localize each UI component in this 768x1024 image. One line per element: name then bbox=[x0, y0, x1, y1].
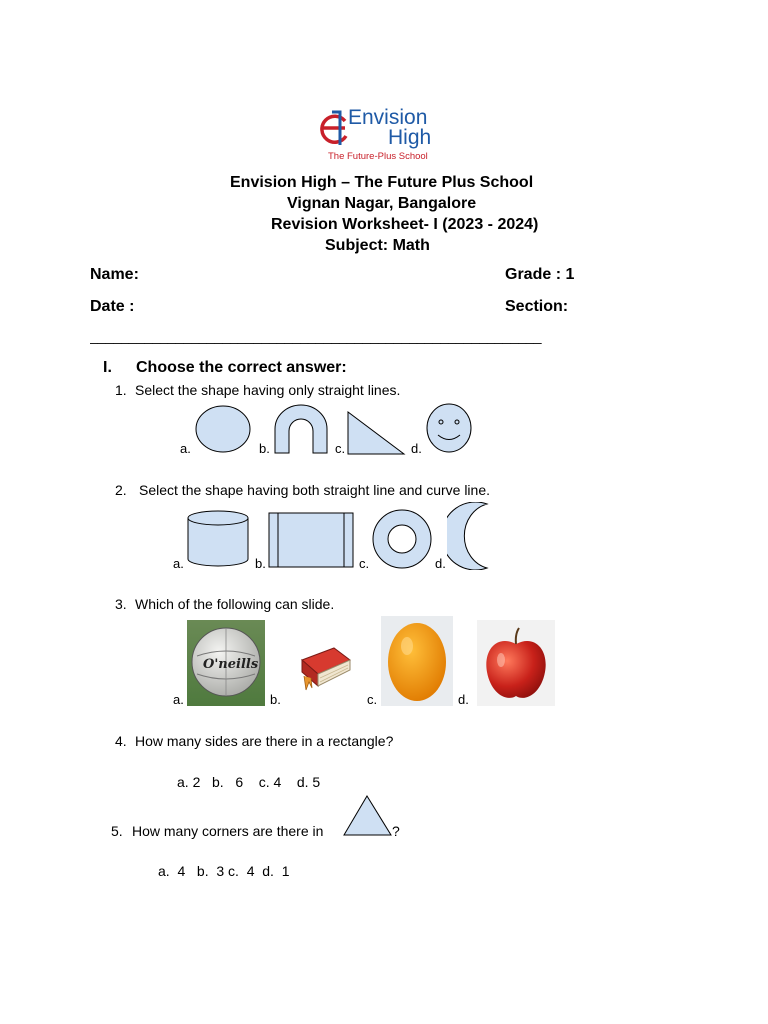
question-3-number: 3. bbox=[115, 596, 127, 612]
q3-option-c-label: c. bbox=[367, 692, 378, 707]
orange-image bbox=[381, 616, 453, 706]
section-field-label: Section: bbox=[505, 298, 569, 315]
q2-option-a-label: a. bbox=[173, 556, 184, 571]
football-image bbox=[187, 620, 265, 706]
apple-image bbox=[477, 620, 555, 706]
question-5-answers: a. 4 b. 3 c. 4 d. 1 bbox=[158, 863, 290, 879]
question-2-text: Select the shape having both straight line and curve line. bbox=[139, 482, 491, 498]
name-field-label: Name: bbox=[90, 266, 139, 283]
grade-field-label: Grade : 1 bbox=[505, 266, 575, 283]
q1-option-c-label: c. bbox=[335, 441, 346, 456]
q1-option-d-label: d. bbox=[411, 441, 422, 456]
question-5-suffix: ? bbox=[392, 823, 400, 839]
logo-word-envision: Envision bbox=[348, 106, 428, 129]
ball-brand-text: O'neills bbox=[203, 657, 259, 672]
q2-option-d-label: d. bbox=[435, 556, 446, 571]
triangle-shape-icon bbox=[343, 794, 393, 838]
question-2-number: 2. bbox=[115, 482, 127, 498]
subject-title: Subject: Math bbox=[325, 237, 430, 254]
q3-option-a-label: a. bbox=[173, 692, 184, 707]
question-5-number: 5. bbox=[111, 823, 123, 839]
section-title: Choose the correct answer: bbox=[136, 359, 347, 376]
book-image bbox=[294, 646, 352, 692]
question-4-text: How many sides are there in a rectangle? bbox=[135, 733, 394, 749]
question-3-text: Which of the following can slide. bbox=[135, 596, 335, 612]
crescent-shape-icon bbox=[447, 502, 491, 570]
question-1-number: 1. bbox=[115, 382, 127, 398]
cylinder-shape-icon bbox=[186, 509, 250, 569]
smiley-face-icon bbox=[425, 402, 473, 454]
school-name: Envision High – The Future Plus School bbox=[230, 174, 534, 191]
q3-option-b-label: b. bbox=[270, 692, 281, 707]
q2-option-c-label: c. bbox=[359, 556, 370, 571]
question-4-number: 4. bbox=[115, 733, 127, 749]
worksheet-title: Revision Worksheet- I (2023 - 2024) bbox=[271, 216, 539, 233]
school-location: Vignan Nagar, Bangalore bbox=[287, 195, 477, 212]
triangle-shape-icon bbox=[346, 410, 406, 456]
section-numeral: I. bbox=[103, 359, 112, 376]
divider-line: __________________________________________________________ bbox=[90, 328, 542, 344]
q1-option-b-label: b. bbox=[259, 441, 270, 456]
date-field-label: Date : bbox=[90, 298, 135, 315]
q2-option-b-label: b. bbox=[255, 556, 266, 571]
arch-shape-icon bbox=[273, 403, 329, 455]
school-logo bbox=[318, 107, 448, 163]
logo-emblem-icon bbox=[318, 109, 352, 149]
q3-option-d-label: d. bbox=[458, 692, 469, 707]
question-5-text: How many corners are there in bbox=[132, 823, 324, 839]
ring-shape-icon bbox=[371, 508, 433, 570]
scroll-shape-icon bbox=[267, 511, 357, 569]
question-1-text: Select the shape having only straight lines. bbox=[135, 382, 401, 398]
logo-tagline: The Future-Plus School bbox=[328, 151, 428, 162]
logo-word-high: High bbox=[388, 126, 432, 149]
question-4-answers: a. 2 b. 6 c. 4 d. 5 bbox=[177, 774, 321, 790]
circle-shape-icon bbox=[194, 405, 252, 455]
q1-option-a-label: a. bbox=[180, 441, 191, 456]
